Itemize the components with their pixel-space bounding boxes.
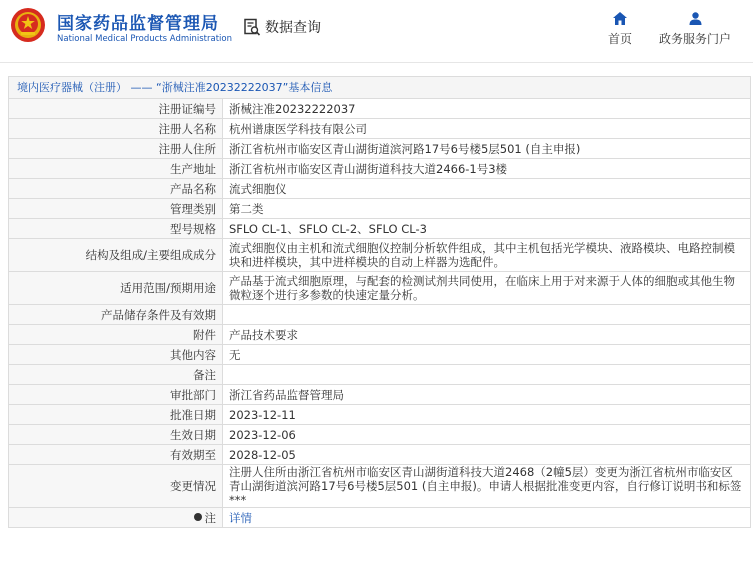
breadcrumb-category[interactable]: 境内医疗器械（注册） — [17, 81, 127, 94]
table-row — [9, 405, 751, 425]
table-row — [9, 365, 751, 385]
field-value: 2023-12-06 — [223, 425, 751, 445]
national-emblem-logo[interactable] — [10, 7, 46, 43]
field-value: 流式细胞仪由主机和流式细胞仪控制分析软件组成，其中主机包括光学模块、液路模块、电路控制模块和进样模块，其中进样模块的自动上样器为选配件。 — [223, 239, 751, 272]
table-row — [9, 179, 751, 199]
table-row — [9, 139, 751, 159]
field-value: SFLO CL-1、SFLO CL-2、SFLO CL-3 — [223, 219, 751, 239]
user-icon — [689, 12, 702, 25]
table-row — [9, 119, 751, 139]
table-row — [9, 305, 751, 325]
field-label: 注册人名称 — [9, 119, 223, 139]
field-value: 2023-12-11 — [223, 405, 751, 425]
table-row — [9, 385, 751, 405]
nav-portal-label: 政务服务门户 — [658, 32, 731, 46]
field-label: 其他内容 — [9, 345, 223, 365]
field-value: 浙江省杭州市临安区青山湖街道滨河路17号6号楼5层501 (自主申报) — [223, 139, 751, 159]
table-row — [9, 325, 751, 345]
field-label: 产品名称 — [9, 179, 223, 199]
table-row — [9, 425, 751, 445]
breadcrumb-current: “浙械注准20232222037”基本信息 — [156, 81, 333, 94]
field-label: 管理类别 — [9, 199, 223, 219]
field-label: 结构及组成/主要组成成分 — [9, 239, 223, 272]
note-row — [9, 508, 751, 528]
note-value-cell — [223, 508, 751, 528]
table-row — [9, 345, 751, 365]
note-label-cell — [9, 508, 223, 528]
data-query-icon — [243, 18, 261, 36]
table-row — [9, 272, 751, 305]
agency-name-en: National Medical Products Administration — [57, 34, 232, 44]
field-value: 浙江省杭州市临安区青山湖街道科技大道2466-1号3楼 — [223, 159, 751, 179]
field-label: 适用范围/预期用途 — [9, 272, 223, 305]
field-value: 产品基于流式细胞原理，与配套的检测试剂共同使用，在临床上用于对来源于人体的细胞或其他生物微粒逐个进行多参数的快速定量分析。 — [223, 272, 751, 305]
field-label: 型号规格 — [9, 219, 223, 239]
nav-home-label: 首页 — [607, 32, 632, 46]
field-label: 批准日期 — [9, 405, 223, 425]
table-row — [9, 219, 751, 239]
field-label: 附件 — [9, 325, 223, 345]
agency-name-cn[interactable]: 国家药品监督管理局 — [57, 14, 219, 34]
breadcrumb — [8, 76, 751, 98]
registration-info-table — [8, 98, 751, 528]
field-label: 生效日期 — [9, 425, 223, 445]
table-row — [9, 239, 751, 272]
home-icon — [613, 12, 627, 25]
details-link[interactable]: 详情 — [229, 510, 252, 525]
field-label: 产品储存条件及有效期 — [9, 305, 223, 325]
data-query-tab[interactable] — [243, 17, 321, 37]
table-row — [9, 99, 751, 119]
field-label: 审批部门 — [9, 385, 223, 405]
table-row — [9, 465, 751, 508]
field-value: 第二类 — [223, 199, 751, 219]
table-row — [9, 159, 751, 179]
site-header — [0, 0, 753, 62]
table-row — [9, 445, 751, 465]
field-label: 有效期至 — [9, 445, 223, 465]
nav-service-portal[interactable] — [655, 12, 735, 47]
field-value: 无 — [223, 345, 751, 365]
field-value: 2028-12-05 — [223, 445, 751, 465]
field-value: 浙江省药品监督管理局 — [223, 385, 751, 405]
table-row — [9, 199, 751, 219]
field-value: 注册人住所由浙江省杭州市临安区青山湖街道科技大道2468（2幢5层）变更为浙江省杭州市临安区青山湖街道滨河路17号6号楼5层501 (自主申报)。申请人根据批准变更内容，自行修订说明书和标签*** — [223, 465, 751, 508]
field-value — [223, 305, 751, 325]
field-value: 流式细胞仪 — [223, 179, 751, 199]
breadcrumb-separator: —— — [130, 81, 153, 94]
field-label: 变更情况 — [9, 465, 223, 508]
field-value: 浙械注准20232222037 — [223, 99, 751, 119]
field-value: 杭州谱康医学科技有限公司 — [223, 119, 751, 139]
header-divider — [0, 62, 753, 63]
field-value — [223, 365, 751, 385]
lightbulb-icon — [194, 513, 202, 521]
field-label: 生产地址 — [9, 159, 223, 179]
field-label: 备注 — [9, 365, 223, 385]
nav-home[interactable] — [600, 12, 640, 47]
field-label: 注册人住所 — [9, 139, 223, 159]
field-value: 产品技术要求 — [223, 325, 751, 345]
field-label: 注册证编号 — [9, 99, 223, 119]
data-query-label: 数据查询 — [265, 20, 321, 36]
note-label: 注 — [204, 510, 216, 525]
